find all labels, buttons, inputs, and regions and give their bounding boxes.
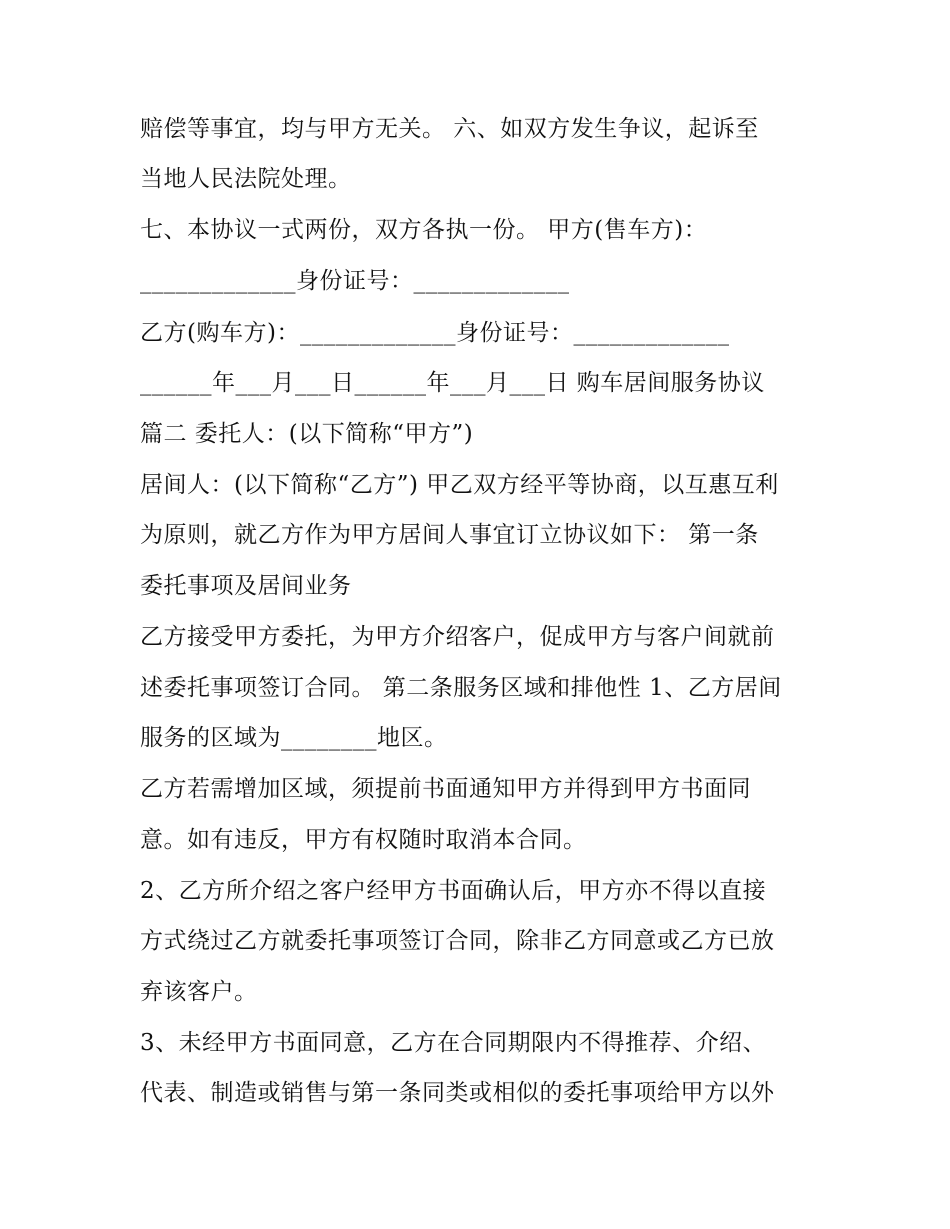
text-line: 代表、制造或销售与第一条同类或相似的委托事项给甲方以外 (140, 1080, 775, 1106)
text-line: 乙方(购车方)：_____________身份证号：_____________ (140, 320, 730, 346)
text-line: 意。如有违反，甲方有权随时取消本合同。 (140, 827, 587, 853)
text-line: _____________身份证号：_____________ (140, 268, 570, 294)
text-line: 乙方接受甲方委托，为甲方介绍客户，促成甲方与客户间就前 (140, 624, 775, 650)
text-line: 当地人民法院处理。 (140, 166, 352, 192)
text-line: 述委托事项签订合同。 第二条服务区域和排他性 1、乙方居间 (140, 675, 782, 701)
text-line: 弃该客户。 (140, 979, 258, 1005)
text-line: 居间人：(以下简称“乙方”) 甲乙双方经平等协商，以互惠互利 (140, 472, 779, 498)
text-line: 赔偿等事宜，均与甲方无关。 六、如双方发生争议，起诉至 (140, 116, 759, 142)
text-line: 委托事项及居间业务 (140, 573, 352, 599)
text-line: 3、未经甲方书面同意，乙方在合同期限内不得推荐、介绍、 (140, 1030, 767, 1056)
text-line: 服务的区域为________地区。 (140, 725, 448, 751)
text-line: 为原则，就乙方作为甲方居间人事宜订立协议如下： 第一条 (140, 522, 759, 548)
text-line: 乙方若需增加区域，须提前书面通知甲方并得到甲方书面同 (140, 776, 751, 802)
text-line: 七、本协议一式两份，双方各执一份。 甲方(售车方)： (140, 217, 708, 243)
text-line: ______年___月___日______年___月___日 购车居间服务协议 (140, 370, 765, 396)
text-line: 篇二 委托人：(以下简称“甲方”) (140, 421, 474, 447)
text-line: 2、乙方所介绍之客户经甲方书面确认后，甲方亦不得以直接 (140, 878, 767, 904)
text-line: 方式绕过乙方就委托事项签订合同，除非乙方同意或乙方已放 (140, 928, 775, 954)
